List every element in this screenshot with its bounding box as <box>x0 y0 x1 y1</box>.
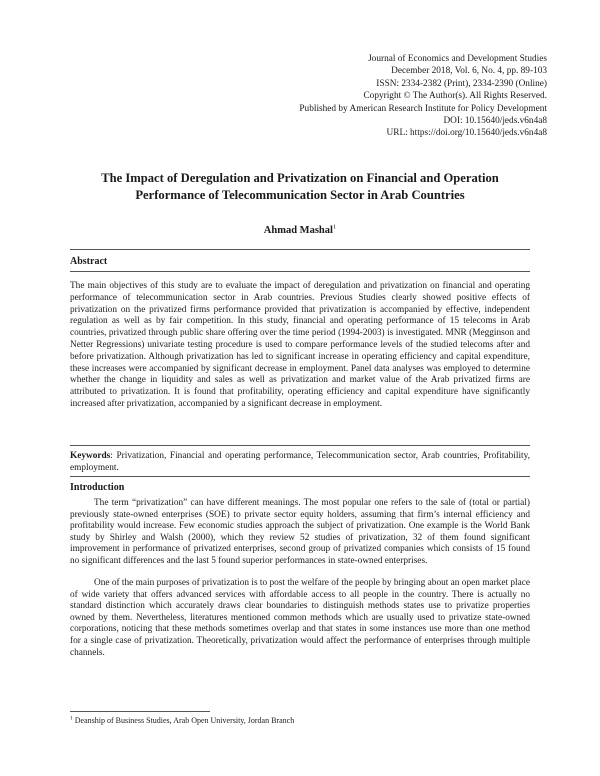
journal-doi[interactable]: DOI: 10.15640/jeds.v6n4a8 <box>443 116 547 127</box>
keywords-label: Keywords <box>70 451 111 461</box>
author-footnote-mark[interactable]: 1 <box>332 223 337 231</box>
footnote-mark: 1 <box>70 715 73 722</box>
abstract-bottom-rule <box>70 445 530 446</box>
abstract-heading-rule <box>70 271 530 272</box>
abstract-top-rule <box>70 249 530 250</box>
footnote <box>70 716 294 725</box>
abstract-text: The main objectives of this study are to evaluate the impact of deregulation and privatization on financial and operating performance of telecommunication sector in Arab countries. Previous Studies clearly showed positive effects of privatization on the privatized firms performance provided that privatization is accompanied by effective, independent regulation as well as by fair competition. In this study, financial and operating performance of 15 telecoms in Arab countries, privatized through public share offering over the time period (1994-2003) is investigated. MNR (Megginson and Netter Regressions) univariate testing procedure is used to compare performance levels of the studied telecoms after and before privatization. Although privatization has led to significant increase in operating efficiency and capital expenditure, these increases were accompanied by significant decrease in employment. Panel data analyses was employed to determine whether the change in liquidity and sales as well as privatization and market value of the Arab privatized firms are attributed to privatization. It is found that profitability, operating efficiency and capital expenditure have significantly increased after privatization, accompanied by a significant decrease in employment. <box>70 281 530 409</box>
journal-name: Journal of Economics and Development Studies <box>368 54 547 64</box>
keywords-text: : Privatization, Financial and operating performance, Telecommunication sector, Arab countries, Profitability, employment. <box>70 451 530 473</box>
introduction-heading: Introduction <box>70 482 125 493</box>
author-name: Ahmad Mashal <box>263 225 333 236</box>
author-line <box>0 225 600 236</box>
footnote-rule <box>70 711 210 712</box>
introduction-paragraph: One of the main purposes of privatization is to post the welfare of the people by bringing about an open market place of wide variety that offers advanced services with affordable access to all people in the country. There is actually no standard distinction which accurately draws clear boundaries to distinguish methods states use to privatize properties owned by them. Nevertheless, literatures mentioned common methods which are usually used to privatize state-owned corporations, noticing that these methods sometimes overlap and that states in some instances use more than one method for a single case of privatization. Theoretically, privatization would affect the performance of enterprises through multiple channels. <box>70 578 530 658</box>
paper-title: The Impact of Deregulation and Privatization on Financial and Operation Performance of Telecommunication Sector in Arab Countries <box>101 171 499 202</box>
journal-issn: ISSN: 2334-2382 (Print), 2334-2390 (Online) <box>376 78 547 89</box>
journal-copyright: Copyright © The Author(s). All Rights Reserved. <box>363 91 547 102</box>
abstract-heading: Abstract <box>70 256 108 267</box>
journal-header <box>227 53 547 140</box>
keywords <box>70 451 530 475</box>
introduction-paragraph: The term “privatization” can have different meanings. The most popular one refers to the sale of (total or partial) previously state-owned enterprises (SOE) to private sector equity holders, assuming that firm’s internal efficiency and profitability would increase. Few economic studies approach the subject of privatization. One example is the World Bank study by Shirley and Walsh (2000), which they review 52 studies of privatization, 32 of them found significant improvement in performance of privatized enterprises, second group of privatized companies which consists of 15 found no significant differences and the last 5 found superior performances in state-owned enterprises. <box>70 498 530 566</box>
footnote-text: Deanship of Business Studies, Arab Open University, Jordan Branch <box>72 716 295 725</box>
journal-url[interactable]: URL: https://doi.org/10.15640/jeds.v6n4a8 <box>386 128 547 139</box>
journal-issue: December 2018, Vol. 6, No. 4, pp. 89-103 <box>391 66 547 77</box>
journal-publisher: Published by American Research Institute for Policy Development <box>299 103 547 114</box>
keywords-bottom-rule <box>70 476 530 477</box>
